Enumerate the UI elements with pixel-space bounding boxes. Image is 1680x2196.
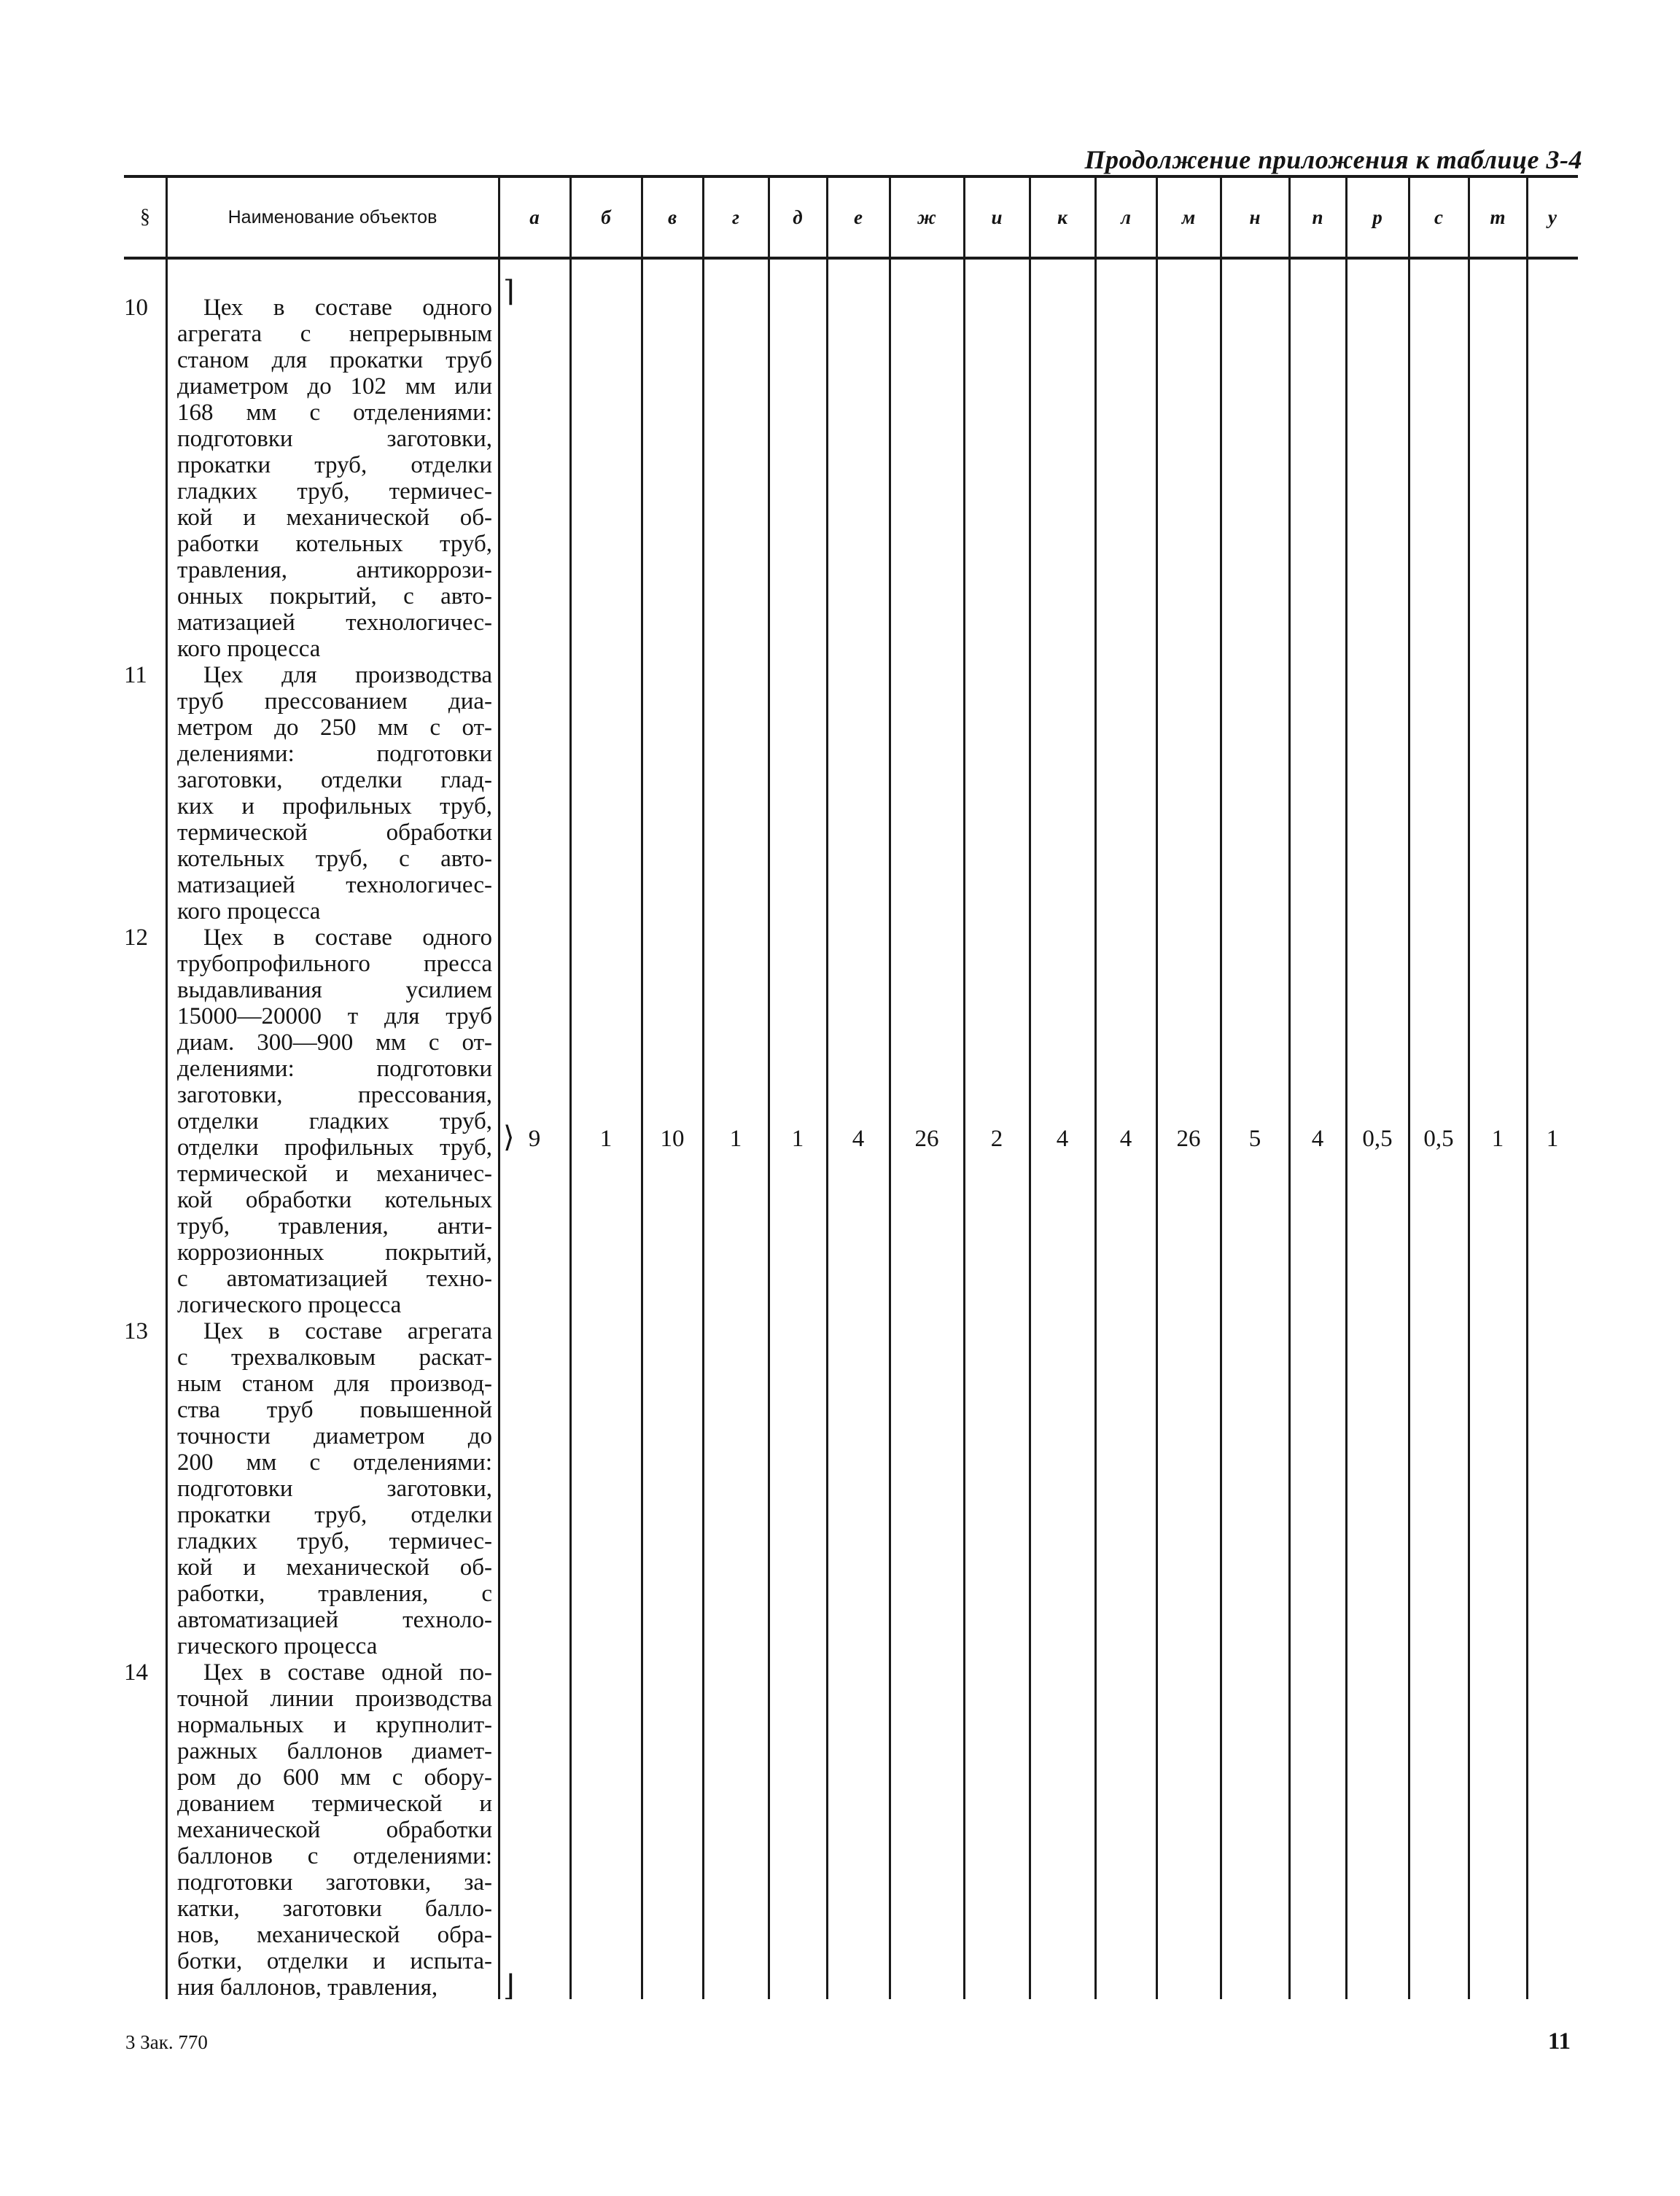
description-line: трубопрофильного пресса [177, 951, 492, 977]
column-divider [166, 178, 168, 1999]
page-number: 11 [1547, 2028, 1571, 2055]
description-line: Цех в составе одного [203, 295, 492, 321]
column-divider [1288, 178, 1291, 1999]
row-number: 11 [124, 662, 147, 688]
column-divider [1156, 178, 1158, 1999]
header-cell-letter: у [1548, 206, 1557, 228]
description-line: катки, заготовки балло- [177, 1896, 492, 1922]
column-divider [498, 178, 500, 1999]
description-line: 200 мм с отделениями: [177, 1449, 492, 1476]
value-cell: 1 [599, 1125, 612, 1152]
table-header-rule [124, 257, 1578, 260]
footer-order-note: 3 Зак. 770 [125, 2031, 208, 2053]
description-line: подготовки заготовки, за- [177, 1869, 492, 1896]
description-line: работки котельных труб, [177, 531, 492, 557]
description-line: ражных баллонов диамет- [177, 1738, 492, 1764]
description-line: труб прессованием диа- [177, 688, 492, 715]
description-line: делениями: подготовки [177, 1056, 492, 1082]
value-cell: 4 [1311, 1125, 1324, 1152]
description-line: кой и механической об- [177, 505, 492, 531]
description-line: гладких труб, термичес- [177, 1528, 492, 1554]
description-line: точности диаметром до [177, 1423, 492, 1449]
header-cell-letter: в [667, 206, 677, 228]
description-line: кого процесса [177, 636, 321, 662]
description-line: ром до 600 мм с обору- [177, 1764, 492, 1791]
column-divider [768, 178, 770, 1999]
description-line: ботки, отделки и испыта- [177, 1948, 492, 1974]
column-divider [569, 178, 572, 1999]
header-cell-letter: к [1057, 206, 1068, 228]
header-cell-letter: а [529, 206, 540, 228]
row-number: 10 [124, 295, 148, 321]
description-line: кого процесса [177, 898, 321, 924]
row-description [177, 662, 492, 924]
description-line: прокатки труб, отделки [177, 1502, 492, 1528]
header-cell-letter: т [1490, 206, 1506, 228]
value-cell: 4 [1056, 1125, 1069, 1152]
page-title: Продолжение приложения к таблице 3-4 [1084, 145, 1582, 174]
description-line: выдавливания усилием [177, 977, 492, 1003]
header-cell-letter: п [1312, 206, 1323, 228]
description-line: матизацией технологичес- [177, 872, 492, 898]
description-line: онных покрытий, с авто- [177, 583, 492, 610]
column-divider [1526, 178, 1528, 1999]
header-cell-letter: м [1181, 206, 1196, 228]
description-line: гического процесса [177, 1633, 378, 1659]
value-cell: 1 [1491, 1125, 1504, 1152]
description-line: станом для прокатки труб [177, 347, 492, 373]
header-cell-letter: и [991, 206, 1003, 228]
header-cell-letter: г [732, 206, 739, 228]
column-divider [641, 178, 643, 1999]
value-cell: 10 [660, 1125, 685, 1152]
description-line: прокатки труб, отделки [177, 452, 492, 478]
description-line: точной линии производства [177, 1686, 492, 1712]
description-line: кой обработки котельных [177, 1187, 492, 1213]
header-cell-letter: р [1372, 206, 1382, 228]
column-divider [963, 178, 965, 1999]
description-line: труб, травления, анти- [177, 1213, 492, 1239]
column-divider [889, 178, 891, 1999]
description-line: дованием термической и [177, 1791, 492, 1817]
value-cell: 0,5 [1423, 1125, 1454, 1152]
description-line: метром до 250 мм с от- [177, 715, 492, 741]
description-line: ния баллонов, травления, [177, 1974, 438, 2001]
description-line: нов, механической обра- [177, 1922, 492, 1948]
column-divider [1468, 178, 1470, 1999]
description-line: 168 мм с отделениями: [177, 400, 492, 426]
value-cell: 1 [729, 1125, 742, 1152]
description-line: термической обработки [177, 819, 492, 846]
header-cell-letter: б [601, 206, 611, 228]
description-line: кой и механической об- [177, 1554, 492, 1581]
brace-middle: ⟩ [503, 1121, 515, 1153]
column-divider [1345, 178, 1348, 1999]
value-cell: 4 [1119, 1125, 1132, 1152]
description-line: ких и профильных труб, [177, 793, 492, 819]
description-line: Цех для производства [203, 662, 492, 688]
description-line: котельных труб, с авто- [177, 846, 492, 872]
description-line: делениями: подготовки [177, 741, 492, 767]
row-number: 13 [124, 1318, 148, 1344]
header-cell-letter: е [854, 206, 863, 228]
row-description [177, 1659, 492, 2001]
description-line: Цех в составе одного [203, 924, 492, 951]
column-divider [1094, 178, 1097, 1999]
description-line: нормальных и крупнолит- [177, 1712, 492, 1738]
description-line: агрегата с непрерывным [177, 321, 492, 347]
header-cell-letter: л [1121, 206, 1131, 228]
header-cell-letter: н [1249, 206, 1261, 228]
row-number: 12 [124, 924, 148, 951]
header-cell-letter: д [793, 206, 803, 228]
row-description [177, 295, 492, 662]
description-line: 15000—20000 т для труб [177, 1003, 492, 1029]
description-line: подготовки заготовки, [177, 426, 492, 452]
description-line: коррозионных покрытий, [177, 1239, 492, 1266]
header-cell-name: Наименование объектов [228, 206, 438, 227]
brace-bottom: ⌋ [503, 1969, 515, 2002]
description-line: механической обработки [177, 1817, 492, 1843]
value-cell: 26 [914, 1125, 939, 1152]
description-line: Цех в составе агрегата [203, 1318, 492, 1344]
description-line: ным станом для производ- [177, 1371, 492, 1397]
description-line: с автоматизацией техно- [177, 1266, 492, 1292]
value-cell: 9 [528, 1125, 541, 1152]
row-number: 14 [124, 1659, 148, 1686]
column-divider [1408, 178, 1410, 1999]
description-line: работки, травления, с [177, 1581, 492, 1607]
column-divider [1220, 178, 1222, 1999]
value-cell: 2 [990, 1125, 1003, 1152]
value-cell: 1 [791, 1125, 804, 1152]
column-divider [826, 178, 828, 1999]
column-divider [702, 178, 704, 1999]
description-line: баллонов с отделениями: [177, 1843, 492, 1869]
description-line: ства труб повышенной [177, 1397, 492, 1423]
value-cell: 0,5 [1362, 1125, 1393, 1152]
description-line: автоматизацией техноло- [177, 1607, 492, 1633]
description-line: диам. 300—900 мм с от- [177, 1029, 492, 1056]
description-line: отделки гладких труб, [177, 1108, 492, 1134]
description-line: отделки профильных труб, [177, 1134, 492, 1161]
description-line: заготовки, отделки глад- [177, 767, 492, 793]
description-line: логического процесса [177, 1292, 402, 1318]
value-cell: 26 [1176, 1125, 1201, 1152]
description-line: диаметром до 102 мм или [177, 373, 492, 400]
row-description [177, 924, 492, 1318]
description-line: подготовки заготовки, [177, 1476, 492, 1502]
value-cell: 4 [852, 1125, 865, 1152]
header-cell-letter: с [1434, 206, 1443, 228]
column-divider [1029, 178, 1031, 1999]
brace-top: ⌉ [503, 275, 515, 308]
row-description [177, 1318, 492, 1659]
description-line: Цех в составе одной по- [203, 1659, 492, 1686]
description-line: травления, антикоррози- [177, 557, 492, 583]
description-line: матизацией технологичес- [177, 610, 492, 636]
value-cell: 5 [1248, 1125, 1261, 1152]
description-line: заготовки, прессования, [177, 1082, 492, 1108]
header-cell-section: § [140, 206, 150, 228]
description-line: гладких труб, термичес- [177, 478, 492, 505]
value-cell: 1 [1546, 1125, 1559, 1152]
header-cell-letter: ж [917, 206, 936, 228]
description-line: с трехвалковым раскат- [177, 1344, 492, 1371]
description-line: термической и механичес- [177, 1161, 492, 1187]
